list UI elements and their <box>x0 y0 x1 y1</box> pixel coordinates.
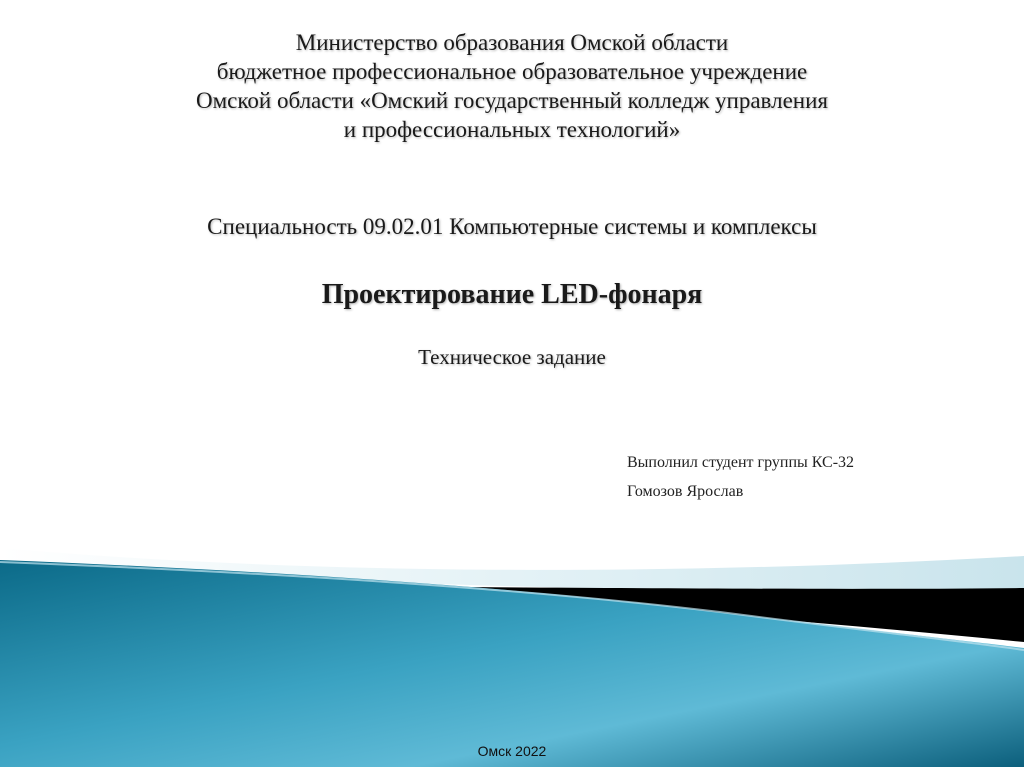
author-block <box>627 448 987 506</box>
header-line: и профессиональных технологий» <box>343 117 681 142</box>
slide-title: Проектирование LED-фонаря <box>321 279 703 310</box>
header-line: бюджетное профессиональное образовательное учреждение <box>216 59 808 84</box>
slide-subtitle: Техническое задание <box>418 345 606 369</box>
header-line: Омской области «Омский государственный колледж управления <box>196 88 828 113</box>
author-name: Гомозов Ярослав <box>627 483 744 500</box>
author-group-line: Выполнил студент группы КС-32 <box>627 454 855 471</box>
organization-header <box>112 28 912 144</box>
specialty-line: Специальность 09.02.01 Компьютерные системы и комплексы <box>207 214 817 239</box>
footer-city-year: Омск 2022 <box>477 743 547 759</box>
header-line: Министерство образования Омской области <box>295 30 729 55</box>
